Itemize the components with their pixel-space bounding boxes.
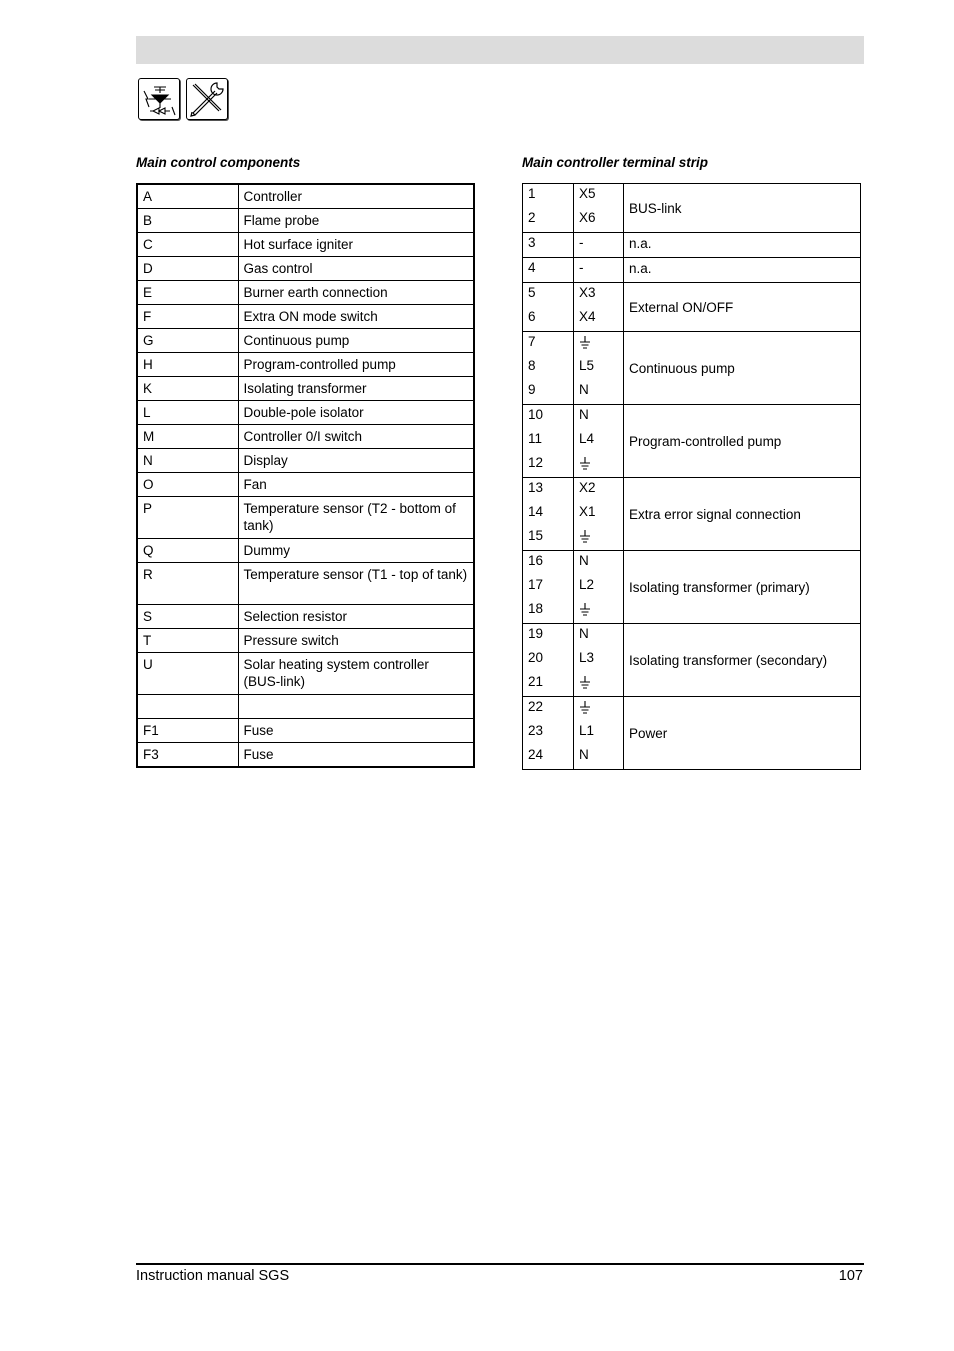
terminal-group-row (523, 283, 861, 332)
component-label: Display (238, 449, 474, 473)
terminal-pin: N (579, 747, 589, 762)
terminal-pin: X1 (579, 504, 596, 519)
table-row (137, 257, 474, 281)
terminal-pins (574, 233, 624, 258)
terminal-pin-ground (579, 453, 618, 477)
component-label: Temperature sensor (T1 - top of tank) (238, 563, 474, 605)
terminal-description: Extra error signal connection (624, 478, 861, 551)
component-label: Pressure switch (238, 629, 474, 653)
terminal-pin-ground (579, 697, 618, 721)
component-label: Burner earth connection (238, 281, 474, 305)
component-code: Q (137, 539, 238, 563)
table-row (137, 209, 474, 233)
ground-symbol-icon (579, 529, 591, 544)
terminal-table (522, 183, 861, 770)
table-row (137, 329, 474, 353)
terminal-number: 15 (528, 528, 544, 543)
component-label: Isolating transformer (238, 377, 474, 401)
terminal-pins (574, 478, 624, 551)
component-label: Extra ON mode switch (238, 305, 474, 329)
terminal-pin: X4 (579, 309, 596, 324)
terminal-description: Isolating transformer (primary) (624, 551, 861, 624)
terminal-pin: L1 (579, 723, 595, 738)
component-label: Solar heating system controller (BUS-link) (238, 653, 474, 695)
terminal-numbers (523, 405, 574, 478)
table-row (137, 539, 474, 563)
terminal-pin: L4 (579, 431, 595, 446)
terminal-number: 11 (528, 431, 543, 446)
terminal-pins (574, 283, 624, 332)
terminal-pin: N (579, 553, 589, 568)
component-label: Controller 0/I switch (238, 425, 474, 449)
component-code: D (137, 257, 238, 281)
terminal-numbers (523, 551, 574, 624)
terminal-numbers (523, 283, 574, 332)
table-row (137, 563, 474, 605)
terminal-number: 1 (528, 186, 536, 201)
terminal-description: External ON/OFF (624, 283, 861, 332)
terminal-group-row (523, 478, 861, 551)
terminal-number: 13 (528, 480, 544, 495)
terminal-pin: L5 (579, 358, 595, 373)
terminal-numbers (523, 233, 574, 258)
component-code: K (137, 377, 238, 401)
ground-symbol-icon (579, 700, 591, 715)
ground-symbol-icon (579, 675, 591, 690)
terminal-number: 8 (528, 358, 536, 373)
component-code: N (137, 449, 238, 473)
terminal-pin: L3 (579, 650, 595, 665)
table-row (137, 719, 474, 743)
terminal-pin: - (579, 260, 584, 275)
terminal-numbers (523, 478, 574, 551)
component-code: F3 (137, 743, 238, 768)
components-table (136, 183, 475, 768)
terminal-pin: X3 (579, 285, 596, 300)
table-row (137, 449, 474, 473)
terminal-number: 24 (528, 747, 544, 762)
terminal-numbers (523, 332, 574, 405)
terminal-description: Power (624, 697, 861, 770)
terminal-number: 21 (528, 674, 544, 689)
component-label: Flame probe (238, 209, 474, 233)
component-label (238, 695, 474, 719)
terminal-pin: X5 (579, 186, 596, 201)
component-label: Program-controlled pump (238, 353, 474, 377)
terminal-pin: N (579, 407, 589, 422)
terminal-number: 22 (528, 699, 544, 714)
terminal-description: Program-controlled pump (624, 405, 861, 478)
terminal-number: 17 (528, 577, 544, 592)
terminal-pin: - (579, 235, 584, 250)
terminal-numbers (523, 624, 574, 697)
components-title: Main control components (136, 155, 301, 170)
component-code: E (137, 281, 238, 305)
terminal-pin-ground (579, 599, 618, 623)
component-label: Fuse (238, 743, 474, 768)
terminal-pin-ground (579, 672, 618, 696)
component-label: Double-pole isolator (238, 401, 474, 425)
terminal-number: 7 (528, 334, 536, 349)
terminal-pin: L2 (579, 577, 595, 592)
terminal-numbers (523, 697, 574, 770)
table-row (137, 473, 474, 497)
terminal-group-row (523, 184, 861, 233)
terminal-pin-ground (579, 526, 618, 550)
terminal-pins (574, 405, 624, 478)
terminal-pin: X6 (579, 210, 596, 225)
terminal-pins (574, 184, 624, 233)
table-row (137, 425, 474, 449)
table-row (137, 629, 474, 653)
component-code: T (137, 629, 238, 653)
component-code: M (137, 425, 238, 449)
component-code: S (137, 605, 238, 629)
terminal-pin: N (579, 626, 589, 641)
terminal-pins (574, 551, 624, 624)
table-row (137, 401, 474, 425)
terminal-title: Main controller terminal strip (522, 155, 709, 170)
table-row (137, 377, 474, 401)
component-code (137, 695, 238, 719)
terminal-group-row (523, 697, 861, 770)
terminal-number: 2 (528, 210, 536, 225)
table-row (137, 305, 474, 329)
terminal-number: 19 (528, 626, 544, 641)
table-row (137, 233, 474, 257)
component-code: F (137, 305, 238, 329)
installer-valve-icon (138, 78, 180, 120)
table-row (137, 743, 474, 768)
component-code: A (137, 184, 238, 209)
component-code: H (137, 353, 238, 377)
table-row (137, 605, 474, 629)
terminal-pins (574, 258, 624, 283)
component-label: Temperature sensor (T2 - bottom of tank) (238, 497, 474, 539)
service-tools-icon (186, 78, 228, 120)
terminal-pins (574, 332, 624, 405)
terminal-number: 12 (528, 455, 544, 470)
component-code: R (137, 563, 238, 605)
terminal-number: 14 (528, 504, 544, 519)
component-code: P (137, 497, 238, 539)
terminal-group-row (523, 332, 861, 405)
table-row (137, 281, 474, 305)
ground-symbol-icon (579, 456, 591, 471)
table-row (137, 653, 474, 695)
terminal-number: 4 (528, 260, 536, 275)
terminal-number: 10 (528, 407, 544, 422)
component-code: G (137, 329, 238, 353)
ground-symbol-icon (579, 602, 591, 617)
terminal-pin: X2 (579, 480, 596, 495)
component-label: Hot surface igniter (238, 233, 474, 257)
terminal-description: Isolating transformer (secondary) (624, 624, 861, 697)
component-label: Gas control (238, 257, 474, 281)
terminal-numbers (523, 184, 574, 233)
terminal-group-row (523, 233, 861, 258)
component-label: Continuous pump (238, 329, 474, 353)
table-row (137, 497, 474, 539)
terminal-group-row (523, 624, 861, 697)
component-code: B (137, 209, 238, 233)
terminal-number: 23 (528, 723, 544, 738)
component-label: Selection resistor (238, 605, 474, 629)
terminal-number: 6 (528, 309, 536, 324)
terminal-pins (574, 697, 624, 770)
component-label: Fan (238, 473, 474, 497)
terminal-number: 16 (528, 553, 544, 568)
component-code: C (137, 233, 238, 257)
terminal-description: Continuous pump (624, 332, 861, 405)
terminal-group-row (523, 551, 861, 624)
terminal-description: BUS-link (624, 184, 861, 233)
terminal-description: n.a. (624, 233, 861, 258)
component-code: L (137, 401, 238, 425)
table-row (137, 695, 474, 719)
terminal-description: n.a. (624, 258, 861, 283)
terminal-pins (574, 624, 624, 697)
terminal-number: 20 (528, 650, 544, 665)
component-code: F1 (137, 719, 238, 743)
terminal-numbers (523, 258, 574, 283)
component-label: Dummy (238, 539, 474, 563)
page-number: 107 (838, 1268, 863, 1284)
component-code: O (137, 473, 238, 497)
component-code: U (137, 653, 238, 695)
terminal-number: 5 (528, 285, 536, 300)
ground-symbol-icon (579, 335, 591, 350)
component-label: Fuse (238, 719, 474, 743)
footer-manual-title: Instruction manual SGS (136, 1268, 290, 1284)
terminal-group-row (523, 405, 861, 478)
component-label: Controller (238, 184, 474, 209)
terminal-pin: N (579, 382, 589, 397)
terminal-group-row (523, 258, 861, 283)
terminal-number: 9 (528, 382, 536, 397)
table-row (137, 353, 474, 377)
table-row (137, 184, 474, 209)
terminal-pin-ground (579, 332, 618, 356)
footer-rule (136, 1263, 864, 1265)
terminal-number: 3 (528, 235, 536, 250)
header-bar (136, 36, 864, 64)
terminal-number: 18 (528, 601, 544, 616)
